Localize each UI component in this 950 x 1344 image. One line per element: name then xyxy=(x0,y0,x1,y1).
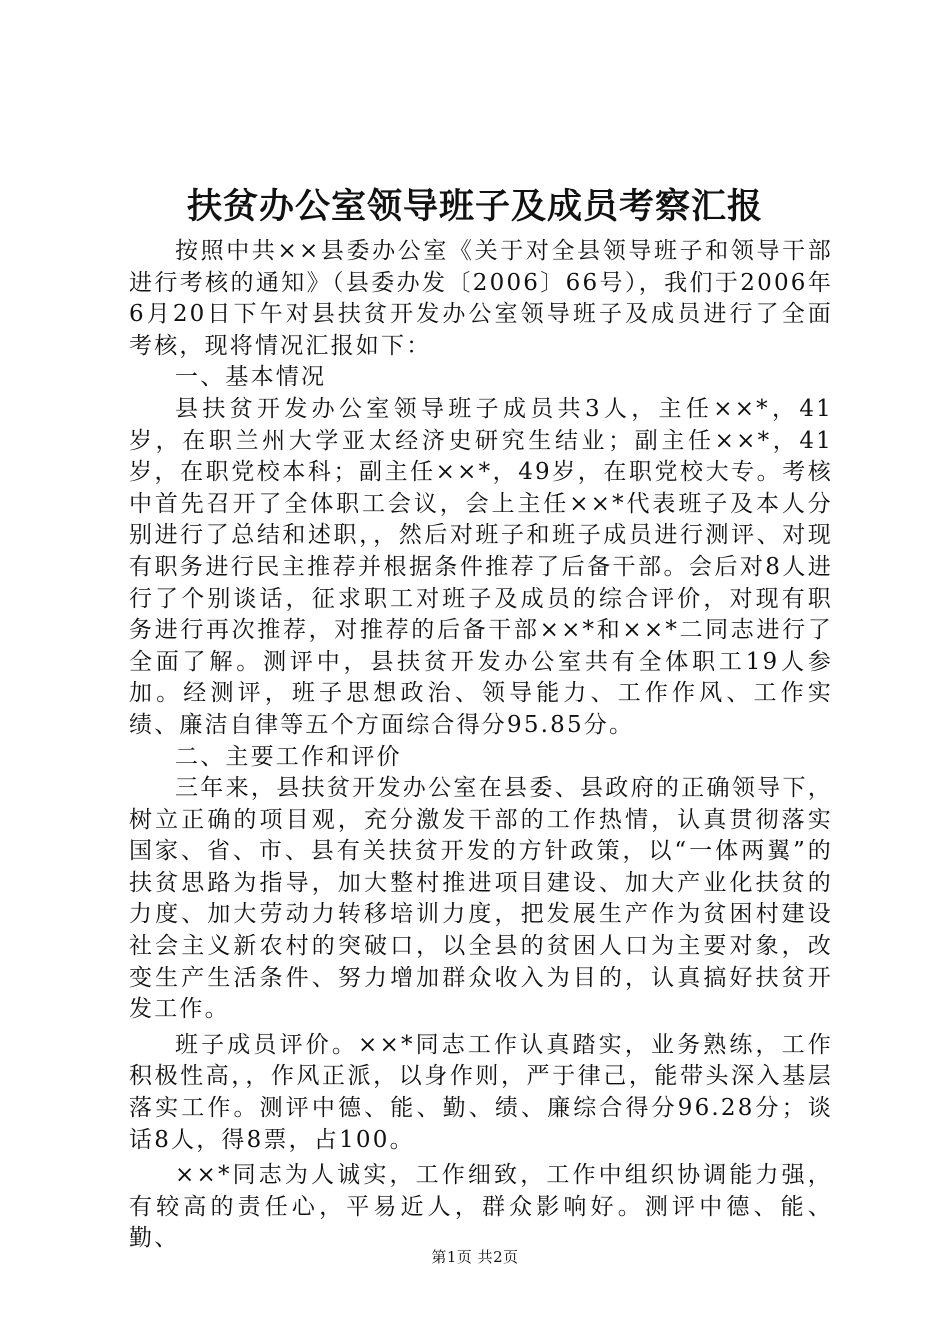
section-heading-work: 二、主要工作和评价 xyxy=(175,743,402,770)
paragraph-member-evaluation-2: ××*同志为人诚实，工作细致，工作中组织协调能力强，有较高的责任心，平易近人，群众影响好。测评中德、能、勤、 xyxy=(129,1162,833,1252)
paragraph-main-work: 三年来，县扶贫开发办公室在县委、县政府的正确领导下，树立正确的项目观，充分激发干部的工作热情，认真贯彻落实国家、省、市、县有关扶贫开发的方针政策，以“一体两翼”的扶贫思路为指导，加大整村推进项目建设、加大产业化扶贫的力度、加大劳动力转移培训力度，把发展生产作为贫困村建设社会主义新农村的突破口，以全县的贫困人口为主要对象，改变生产生活条件、努力增加群众收入为目的，认真搞好扶贫开发工作。 xyxy=(129,775,833,1023)
document-title: 扶贫办公室领导班子及成员考察汇报 xyxy=(186,187,763,227)
paragraph-member-evaluation-1: 班子成员评价。××*同志工作认真踏实，业务熟练，工作积极性高，，作风正派，以身作则，严于律己，能带头深入基层落实工作。测评中德、能、勤、绩、廉综合得分96.28分；谈话8人，得8票，占100。 xyxy=(129,1031,833,1153)
paragraph-intro: 按照中共××县委办公室《关于对全县领导班子和领导干部进行考核的通知》（县委办发〔2006〕66号），我们于2006年6月20日下午对县扶贫开发办公室领导班子及成员进行了全面考核，现将情况汇报如下： xyxy=(129,238,833,359)
page-footer: 第1页 共2页 xyxy=(431,1248,519,1266)
document-body xyxy=(129,236,833,1255)
paragraph-basic-situation: 县扶贫开发办公室领导班子成员共3人，主任××*，41岁，在职兰州大学亚太经济史研究生结业；副主任××*，41岁，在职党校本科；副主任××*，49岁，在职党校大专。考核中首先召开了全体职工会议，会上主任××*代表班子及本人分别进行了总结和述职，，然后对班子和班子成员进行测评、对现有职务进行民主推荐并根据条件推荐了后备干部。会后对8人进行了个别谈话，征求职工对班子及成员的综合评价，对现有职务进行再次推荐，对推荐的后备干部××*和××*二同志进行了全面了解。测评中，县扶贫开发办公室共有全体职工19人参加。经测评，班子思想政治、领导能力、工作作风、工作实绩、廉洁自律等五个方面综合得分95.85分。 xyxy=(129,395,833,738)
section-heading-basic: 一、基本情况 xyxy=(175,364,327,391)
